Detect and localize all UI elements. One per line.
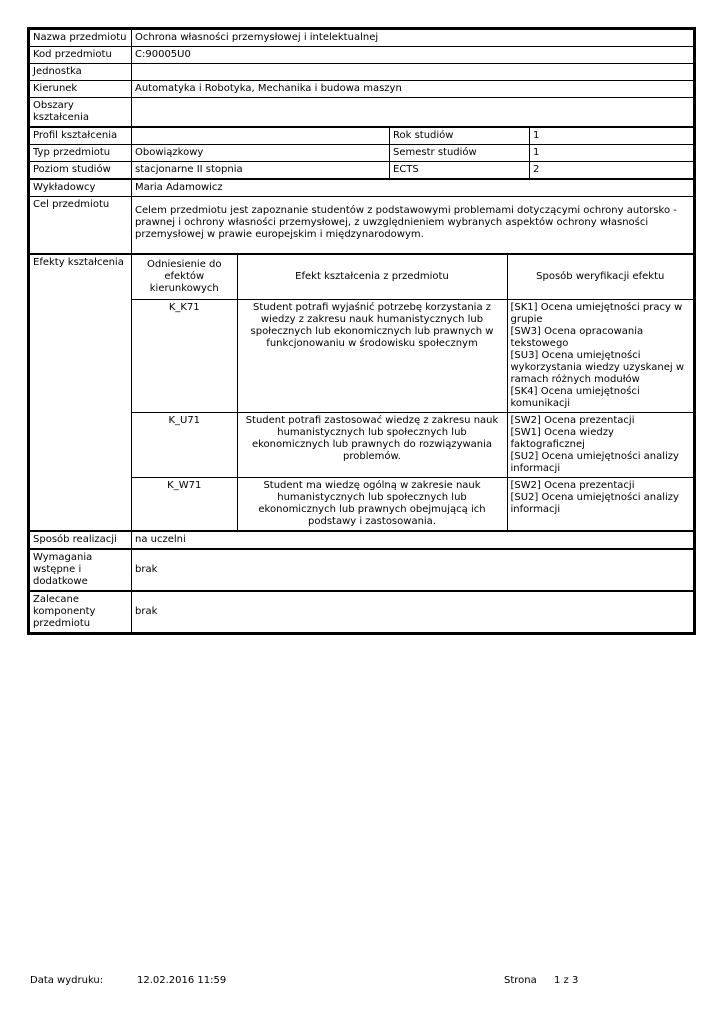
label-sposob: Sposób realizacji: [30, 531, 132, 549]
row-nazwa: [30, 30, 694, 47]
course-table: [29, 29, 694, 633]
effect-methods: [507, 300, 693, 413]
method-item: [SW2] Ocena prezentacji: [510, 480, 635, 491]
label-zalecane: Zalecane komponenty przedmiotu: [30, 591, 132, 633]
row-profil: [30, 127, 694, 145]
method-item: [SW1] Ocena wiedzy faktograficznej: [510, 427, 614, 450]
value-zalecane: brak: [132, 591, 694, 633]
effect-methods: [507, 413, 693, 478]
print-date: 12.02.2016 11:59: [137, 975, 227, 986]
effect-row: [132, 478, 693, 531]
course-card: [27, 27, 696, 635]
header-efekt: Efekt kształcenia z przedmiotu: [237, 255, 507, 300]
label-wykladowcy: Wykładowcy: [30, 179, 132, 197]
label-ects: ECTS: [390, 162, 530, 180]
method-item: [SU2] Ocena umiejętności analizy informacji: [510, 492, 679, 515]
value-wykladowcy: Maria Adamowicz: [132, 179, 694, 197]
method-item: [SW2] Ocena prezentacji: [510, 415, 635, 426]
value-typ: Obowiązkowy: [132, 145, 390, 162]
row-poziom: [30, 162, 694, 180]
label-obszary: Obszary kształcenia: [30, 98, 132, 128]
value-rok: 1: [530, 127, 694, 145]
effect-text: Student potrafi wyjaśnić potrzebę korzystania z wiedzy z zakresu nauk humanistycznych lub społecznych lub ekonomicznych lub prawnych w funkcjonowaniu w środowisku społecznym: [237, 300, 507, 413]
value-ects: 2: [530, 162, 694, 180]
value-semestr: 1: [530, 145, 694, 162]
label-kierunek: Kierunek: [30, 81, 132, 98]
method-item: [SK1] Ocena umiejętności pracy w grupie: [510, 302, 683, 325]
method-item: [SU3] Ocena umiejętności wykorzystania wiedzy uzyskanej w ramach różnych modułów: [510, 350, 684, 385]
efekty-cell: [132, 254, 694, 531]
row-kierunek: [30, 81, 694, 98]
label-wymagania: Wymagania wstępne i dodatkowe: [30, 549, 132, 591]
effect-row: [132, 413, 693, 478]
row-typ: [30, 145, 694, 162]
label-profil: Profil kształcenia: [30, 127, 132, 145]
print-date-label: Data wydruku:: [30, 975, 104, 986]
value-kierunek: Automatyka i Robotyka, Mechanika i budowa maszyn: [132, 81, 694, 98]
method-item: [SK4] Ocena umiejętności komunikacji: [510, 386, 640, 409]
label-efekty: Efekty kształcenia: [30, 254, 132, 531]
value-profil: [132, 127, 390, 145]
effect-methods: [507, 478, 693, 531]
row-wykladowcy: [30, 179, 694, 197]
method-item: [SW3] Ocena opracowania tekstowego: [510, 326, 644, 349]
value-sposob: na uczelni: [132, 531, 694, 549]
row-kod: [30, 47, 694, 64]
label-rok: Rok studiów: [390, 127, 530, 145]
method-item: [SU2] Ocena umiejętności analizy informacji: [510, 451, 679, 474]
label-nazwa: Nazwa przedmiotu: [30, 30, 132, 47]
value-wymagania: brak: [132, 549, 694, 591]
row-cel: [30, 197, 694, 255]
row-zalecane: [30, 591, 694, 633]
page-number: 1 z 3: [554, 975, 579, 986]
value-obszary: [132, 98, 694, 128]
value-poziom: stacjonarne II stopnia: [132, 162, 390, 180]
effects-table: [132, 255, 693, 530]
header-odniesienie: Odniesienie do efektów kierunkowych: [132, 255, 237, 300]
value-kod: C:90005U0: [132, 47, 694, 64]
row-sposob: [30, 531, 694, 549]
page-label: Strona: [504, 975, 537, 986]
label-kod: Kod przedmiotu: [30, 47, 132, 64]
row-jednostka: [30, 64, 694, 81]
effect-code: K_U71: [132, 413, 237, 478]
label-cel: Cel przedmiotu: [30, 197, 132, 255]
effect-row: [132, 300, 693, 413]
effect-code: K_K71: [132, 300, 237, 413]
row-efekty: [30, 254, 694, 531]
effect-text: Student potrafi zastosować wiedzę z zakresu nauk humanistycznych lub społecznych lub ekonomicznych lub prawnych do rozwiązywania problemów.: [237, 413, 507, 478]
header-weryfikacja: Sposób weryfikacji efektu: [507, 255, 693, 300]
label-jednostka: Jednostka: [30, 64, 132, 81]
value-jednostka: [132, 64, 694, 81]
label-poziom: Poziom studiów: [30, 162, 132, 180]
label-typ: Typ przedmiotu: [30, 145, 132, 162]
row-obszary: [30, 98, 694, 128]
effect-text: Student ma wiedzę ogólną w zakresie nauk humanistycznych lub społecznych lub ekonomicznych lub prawnych obejmującą ich podstawy i zastosowania.: [237, 478, 507, 531]
value-nazwa: Ochrona własności przemysłowej i intelektualnej: [132, 30, 694, 47]
label-semestr: Semestr studiów: [390, 145, 530, 162]
value-cel: Celem przedmiotu jest zapoznanie studentów z podstawowymi problemami dotyczącymi ochrony autorsko -prawnej i ochrony własności przemysłowej, z uwzględnieniem wybranych aspektów ochrony własności przemysłowej w prawie europejskim i międzynarodowym.: [132, 197, 694, 255]
row-wymagania: [30, 549, 694, 591]
effects-header: [132, 255, 693, 300]
effect-code: K_W71: [132, 478, 237, 531]
